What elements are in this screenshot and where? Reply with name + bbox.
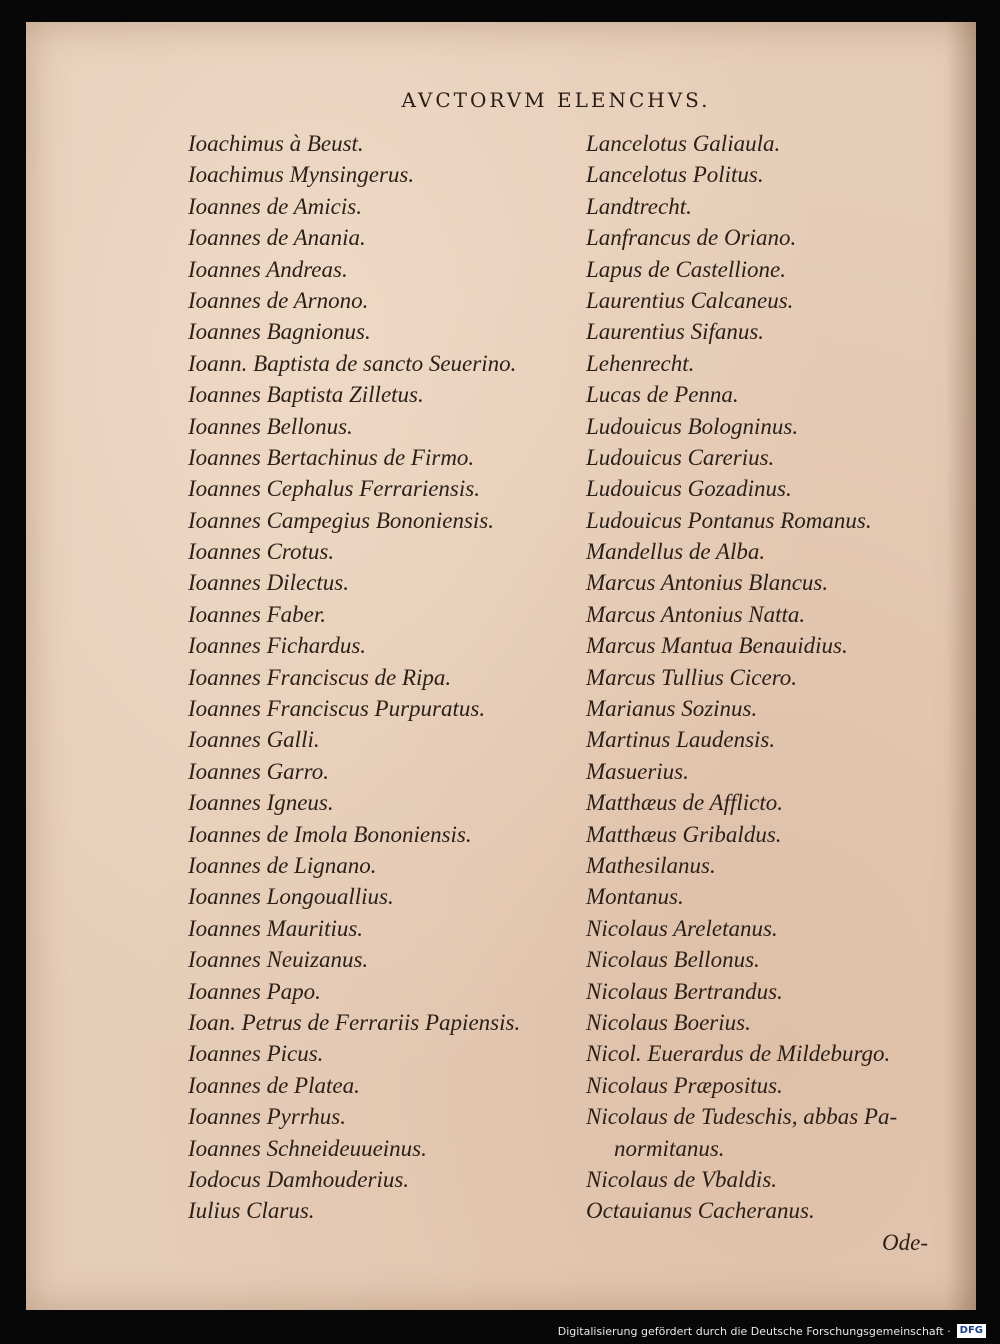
list-item: Nicolaus Bertrandus. <box>586 978 783 1004</box>
footer-credit <box>558 1322 986 1340</box>
list-item: Ioannes Faber. <box>188 601 326 627</box>
list-item: Montanus. <box>586 884 684 910</box>
list-item: Ioannes Franciscus Purpuratus. <box>188 696 486 722</box>
list-item: Ioannes de Amicis. <box>188 193 362 219</box>
list-item: Ioannes Andreas. <box>188 256 348 282</box>
page-edge-shadow <box>946 22 976 1310</box>
list-item: normitanus. <box>614 1135 725 1161</box>
list-item: Ioannes Longouallius. <box>188 884 394 910</box>
list-item: Marianus Sozinus. <box>586 696 758 722</box>
list-item: Ioachimus à Beust. <box>188 131 364 156</box>
list-item: Lancelotus Galiaula. <box>586 131 781 156</box>
list-item: Ioannes Campegius Bononiensis. <box>188 507 495 533</box>
right-column <box>586 128 897 1227</box>
list-item: Lanfrancus de Oriano. <box>586 225 797 251</box>
list-item: Nicolaus Boerius. <box>586 1009 751 1035</box>
list-item: Ioannes Crotus. <box>188 539 335 565</box>
list-item: Ludouicus Carerius. <box>586 444 775 470</box>
list-item: Nicolaus de Tudeschis, abbas Pa- <box>586 1104 898 1130</box>
list-item: Ioannes Baptista Zilletus. <box>188 382 424 408</box>
list-item: Ioannes Papo. <box>188 978 321 1004</box>
list-item: Ioannes Picus. <box>188 1041 324 1067</box>
list-item: Ioannes Franciscus de Ripa. <box>188 664 452 690</box>
list-item: Nicolaus Bellonus. <box>586 947 760 973</box>
list-item: Ioannes Pyrrhus. <box>188 1104 347 1130</box>
dfg-logo: DFG <box>957 1324 986 1338</box>
list-item: Matthæus de Afflicto. <box>586 790 783 816</box>
list-item: Marcus Mantua Benauidius. <box>586 633 848 659</box>
list-item: Octauianus Cacheranus. <box>586 1198 815 1224</box>
list-item: Ioannes Igneus. <box>188 790 334 816</box>
list-item: Lapus de Castellione. <box>586 256 786 282</box>
list-item: Laurentius Calcaneus. <box>586 287 794 313</box>
list-item: Ioannes Bagnionus. <box>188 319 371 345</box>
list-item: Iulius Clarus. <box>188 1198 315 1224</box>
list-item: Ioannes Bertachinus de Firmo. <box>188 444 475 470</box>
list-item: Ioannes Schneideuueinus. <box>188 1135 427 1161</box>
list-item: Lancelotus Politus. <box>586 162 764 188</box>
list-item: Ludouicus Pontanus Romanus. <box>586 507 872 533</box>
list-item: Landtrecht. <box>586 193 692 219</box>
left-column <box>188 128 520 1227</box>
list-item: Ioannes Garro. <box>188 758 329 784</box>
catchword: Ode- <box>882 1230 928 1255</box>
list-item: Marcus Antonius Natta. <box>586 601 806 627</box>
list-item: Ioann. Baptista de sancto Seuerino. <box>188 350 517 376</box>
list-item: Ioan. Petrus de Ferrariis Papiensis. <box>188 1009 521 1035</box>
list-item: Matthæus Gribaldus. <box>586 821 782 847</box>
list-item: Ioannes de Arnono. <box>188 287 369 313</box>
list-item: Mandellus de Alba. <box>586 539 766 565</box>
running-header: AVCTORVM ELENCHVS. <box>401 88 711 112</box>
list-item: Nicolaus Areletanus. <box>586 915 778 941</box>
list-item: Ioannes Neuizanus. <box>188 947 369 973</box>
list-item: Ioannes Galli. <box>188 727 320 753</box>
list-item: Ioannes de Anania. <box>188 225 366 251</box>
list-item: Martinus Laudensis. <box>586 727 776 753</box>
list-item: Iodocus Damhouderius. <box>188 1166 410 1192</box>
list-item: Mathesilanus. <box>586 852 716 878</box>
list-item: Marcus Antonius Blancus. <box>586 570 829 596</box>
list-item: Lucas de Penna. <box>586 382 739 408</box>
list-item: Ludouicus Bologninus. <box>586 413 799 439</box>
list-item: Nicolaus Præpositus. <box>586 1072 783 1098</box>
list-item: Ioannes Bellonus. <box>188 413 353 439</box>
list-item: Masuerius. <box>586 758 689 784</box>
list-item: Ioannes Mauritius. <box>188 915 364 941</box>
list-item: Ludouicus Gozadinus. <box>586 476 792 502</box>
list-item: Ioannes de Platea. <box>188 1072 360 1098</box>
list-item: Laurentius Sifanus. <box>586 319 765 345</box>
book-page <box>26 22 976 1310</box>
list-item: Nicolaus de Vbaldis. <box>586 1166 778 1192</box>
list-item: Nicol. Euerardus de Mildeburgo. <box>586 1041 891 1067</box>
list-item: Ioannes Dilectus. <box>188 570 349 596</box>
footer-text: Digitalisierung gefördert durch die Deutsche Forschungsgemeinschaft · <box>557 1324 951 1338</box>
list-item: Ioannes Cephalus Ferrariensis. <box>188 476 480 502</box>
list-item: Ioannes de Imola Bononiensis. <box>188 821 472 847</box>
list-item: Ioannes de Lignano. <box>188 852 377 878</box>
list-item: Ioachimus Mynsingerus. <box>188 162 415 188</box>
list-item: Lehenrecht. <box>586 350 695 376</box>
list-item: Ioannes Fichardus. <box>188 633 367 659</box>
list-item: Marcus Tullius Cicero. <box>586 664 798 690</box>
